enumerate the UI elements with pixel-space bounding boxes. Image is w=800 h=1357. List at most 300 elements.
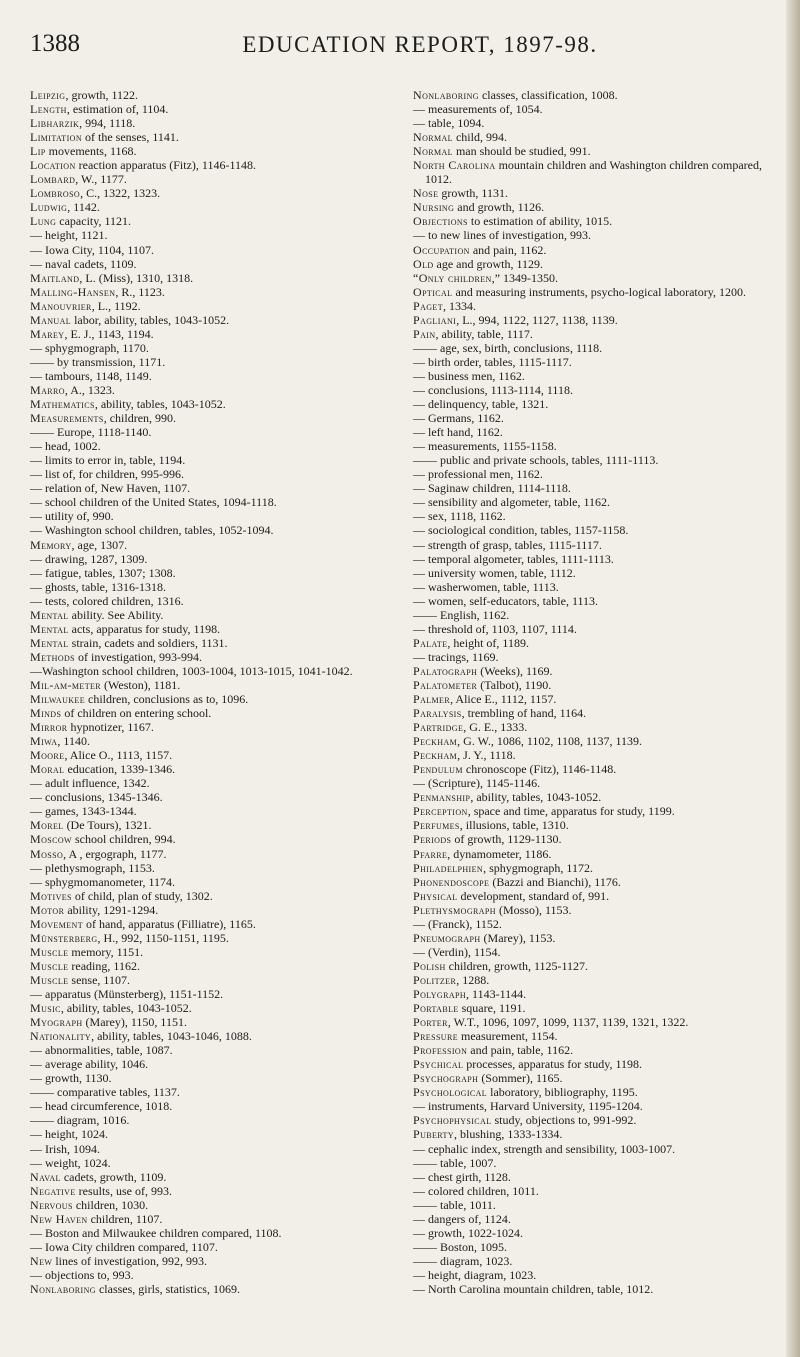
index-entry-text: — drawing, 1287, 1309. [30,551,148,566]
index-entry-text: — school children of the United States, 1094-1118. [30,495,277,510]
index-entry [413,832,778,846]
index-entry-text: — naval cadets, 1109. [30,256,137,271]
index-entry [30,341,393,355]
index-entry [30,861,393,875]
index-entry-text: lines of investigation, 992, 993. [52,1253,207,1268]
index-entry [30,1057,393,1071]
index-entry [413,1170,778,1184]
index-entry-text: , ability, tables, 1043-1052. [470,790,602,805]
index-entry [413,818,778,832]
index-entry [30,467,393,481]
index-entry [413,889,778,903]
index-entry-text: (Mosso), 1153. [495,902,572,917]
index-entry [413,903,778,917]
index-entry-text: of investigation, 993-994. [75,649,203,664]
index-entry-text: —— English, 1162. [413,607,510,622]
index-entry-text: classes, classification, 1008. [478,88,618,102]
index-entry-text: — professional men, 1162. [413,467,543,482]
index-headword: Paralysis [413,706,462,721]
index-entry [413,116,778,130]
index-entry-text: reading, 1162. [68,958,140,973]
index-entry [30,973,393,987]
index-entry-text: — plethysmograph, 1153. [30,860,155,875]
index-entry [30,1156,393,1170]
index-headword: Mental [30,635,69,650]
index-entry-text: — average ability, 1046. [30,1057,149,1072]
index-entry [413,650,778,664]
index-headword: Mental [30,607,69,622]
index-entry-text: — dangers of, 1124. [413,1211,511,1226]
index-entry [30,425,393,439]
index-entry [30,144,393,158]
index-entry [30,903,393,917]
index-entry-text: , ability, tables, 1043-1052. [60,1001,192,1016]
index-entry-text: , 1142. [67,200,100,215]
index-entry-text: , 1140. [57,734,90,749]
index-entry [413,1156,778,1170]
index-headword: Morel [30,818,64,833]
index-entry-text: , E. J., 1143, 1194. [64,326,154,341]
index-entry [30,748,393,762]
index-entry-text: , 994, 1118. [79,116,136,131]
index-entry [413,341,778,355]
index-entry [30,299,393,313]
index-entry [30,1254,393,1268]
index-entry-text: , L., 994, 1122, 1127, 1138, 1139. [456,312,618,327]
index-entry [30,453,393,467]
index-entry-text: , trembling of hand, 1164. [461,706,587,721]
index-entry [30,1282,393,1296]
index-entry-text: — delinquency, table, 1321. [413,397,549,412]
index-entry-text: growth, 1131. [438,186,508,201]
index-entry [30,1212,393,1226]
index-entry [30,608,393,622]
index-entry-text: —— by transmission, 1171. [30,354,166,369]
index-entry [30,1226,393,1240]
index-entry-text: processes, apparatus for study, 1198. [463,1057,643,1072]
index-entry-text: — Boston and Milwaukee children compared, 1108. [30,1225,282,1240]
index-entry [413,411,778,425]
index-entry [413,804,778,818]
index-headword: Malling-Hansen [30,284,116,299]
index-headword: Lung [30,214,57,229]
index-entry-text: , G. E., 1333. [463,720,528,735]
index-entry-text: , L. (Miss), 1310, 1318. [79,270,194,285]
index-entry [30,327,393,341]
index-entry [413,594,778,608]
index-headword: Mosso [30,846,64,861]
index-entry [30,1184,393,1198]
index-entry-text: — growth, 1130. [30,1071,112,1086]
index-entry [30,411,393,425]
index-entry-text: — games, 1343-1344. [30,804,137,819]
index-headword: Methods [30,649,76,664]
index-entry-text: —— diagram, 1016. [30,1113,130,1128]
index-headword: Leipzig [30,88,66,102]
index-entry-text: children, conclusions as to, 1096. [85,692,249,707]
index-entry [413,509,778,523]
index-entry-text: , age, 1307. [71,537,128,552]
index-entry-text: — list of, for children, 995-996. [30,467,184,482]
index-headword: Philadelphien [413,860,484,875]
index-headword: Partridge [413,720,464,735]
index-headword: Objections [413,214,468,229]
index-entry [30,720,393,734]
index-entry-text: capacity, 1121. [56,214,132,229]
index-headword: “Only children [413,270,492,285]
index-entry [30,439,393,453]
index-entry [30,271,393,285]
index-entry-text: — Iowa City children compared, 1107. [30,1239,218,1254]
index-headword: Minds [30,706,62,721]
index-entry [30,931,393,945]
index-entry [30,636,393,650]
index-entry [413,228,778,242]
index-headword: Movement [30,916,83,931]
index-entry-text: laboratory, bibliography, 1195. [487,1085,638,1100]
index-entry-text: , blushing, 1333-1334. [454,1127,563,1142]
index-headword: Manual [30,312,72,327]
index-entry-text: —Washington school children, 1003-1004, 1013-1015, 1041-1042. [30,663,353,678]
index-entry-text: — North Carolina mountain children, table, 1012. [413,1281,654,1296]
index-headword: Puberty [413,1127,454,1142]
index-entry-text: , C., 1322, 1323. [80,186,161,201]
index-entry-text: — washerwomen, table, 1113. [413,579,559,594]
index-headword: Nose [413,186,439,201]
index-headword: Mathematics [30,397,95,412]
index-entry-text: hypnotizer, 1167. [67,720,154,735]
index-headword: Muscle [30,972,69,987]
index-entry-text: sense, 1107. [68,972,130,987]
index-entry-text: and measuring instruments, psycho-logical laboratory, 1200. [452,284,746,299]
index-entry [413,1212,778,1226]
index-entry [413,1085,778,1099]
index-headword: Paget [413,298,444,313]
index-entry-text: and pain, table, 1162. [467,1043,574,1058]
index-entry-text: movements, 1168. [45,144,137,159]
index-headword: Nonlaboring [30,1281,96,1296]
index-headword: Maitland [30,270,80,285]
index-headword: New Haven [30,1211,88,1226]
index-entry-text: (Weston), 1181. [101,677,181,692]
index-entry-text: of child, plan of study, 1302. [71,888,213,903]
index-entry-text: , space and time, apparatus for study, 1199. [467,804,675,819]
index-entry [30,790,393,804]
index-entry [413,1029,778,1043]
index-headword: Psychophysical [413,1113,492,1128]
index-entry-text: reaction apparatus (Fitz), 1146-1148. [75,158,257,173]
index-headword: Psychograph [413,1071,479,1086]
index-entry-text: — objections to, 993. [30,1267,134,1282]
index-entry-text: and growth, 1126. [454,200,545,215]
index-entry [413,762,778,776]
index-entry-text: — (Verdin), 1154. [413,944,501,959]
index-entry [413,523,778,537]
page-header [0,30,800,60]
index-entry-text: — measurements of, 1054. [413,102,543,117]
index-entry-text: — to new lines of investigation, 993. [413,228,591,243]
index-entry [413,186,778,200]
index-entry-text: — conclusions, 1345-1346. [30,790,163,805]
index-headword: Myograph [30,1015,83,1030]
index-headword: Normal [413,144,453,159]
index-entry [30,552,393,566]
index-entry-text: (Talbot), 1190. [477,677,552,692]
index-entry [413,959,778,973]
index-headword: Physical [413,888,458,903]
index-entry-text: — weight, 1024. [30,1155,111,1170]
index-entry-text: — head, 1002. [30,439,101,454]
index-entry [413,608,778,622]
index-headword: Libharzik [30,116,80,131]
index-entry-text: — temporal algometer, tables, 1111-1113. [413,551,614,566]
index-headword: Muscle [30,944,69,959]
index-entry-text: (De Tours), 1321. [63,818,152,833]
index-headword: Pendulum [413,762,463,777]
index-entry-text: — measurements, 1155-1158. [413,439,557,454]
index-entry [413,861,778,875]
index-entry [30,481,393,495]
index-entry [30,1198,393,1212]
index-entry [413,1099,778,1113]
index-entry [413,200,778,214]
index-entry [30,243,393,257]
index-entry-text: , ability, table, 1117. [435,326,533,341]
index-entry [30,818,393,832]
index-entry [413,734,778,748]
index-entry [413,1057,778,1071]
index-entry [413,706,778,720]
index-entry [30,1127,393,1141]
index-entry-text: , 1288. [456,972,490,987]
index-entry [30,214,393,228]
index-entry-text: — tambours, 1148, 1149. [30,368,152,383]
index-column-right [413,88,778,1296]
index-entry [413,1226,778,1240]
index-entry-text: , Alice E., 1112, 1157. [450,692,557,707]
index-entry-text: —— table, 1011. [413,1197,496,1212]
index-entry [30,580,393,594]
index-entry [413,439,778,453]
index-entry [30,1099,393,1113]
index-headword: Nursing [413,200,455,215]
index-entry [30,1113,393,1127]
index-entry [30,1029,393,1043]
index-headword: Pressure [413,1029,458,1044]
index-entry [30,1085,393,1099]
index-entry [30,706,393,720]
index-column-left [30,88,393,1296]
index-headword: Psychical [413,1057,464,1072]
index-headword: Psychological [413,1085,488,1100]
index-entry-text: child, 994. [452,130,507,145]
index-entry [30,566,393,580]
index-headword: Münsterberg [30,930,98,945]
index-entry [413,130,778,144]
index-entry-text: , G. W., 1086, 1102, 1108, 1137, 1139. [457,734,643,749]
index-headword: Ludwig [30,200,68,215]
index-entry-text: of growth, 1129-1130. [451,832,562,847]
index-entry [30,594,393,608]
index-entry-text: — threshold of, 1103, 1107, 1114. [413,621,577,636]
index-headword: Palatometer [413,677,478,692]
index-entry-text: man should be studied, 991. [452,144,591,159]
index-entry [30,945,393,959]
index-entry [413,1127,778,1141]
index-headword: Pneumograph [413,930,481,945]
index-headword: Palmer [413,692,451,707]
index-entry-text: , A , ergograph, 1177. [63,846,167,861]
index-entry [413,144,778,158]
index-entry-text: — colored children, 1011. [413,1183,539,1198]
index-entry-text: — relation of, New Haven, 1107. [30,481,191,496]
index-entry [413,622,778,636]
index-entry [413,1282,778,1296]
index-entry [30,538,393,552]
index-entry-text: , L., 1192. [91,298,141,313]
index-entry-text: , ability, tables, 1043-1046, 1088. [91,1029,252,1044]
index-entry [413,636,778,650]
index-entry [413,566,778,580]
index-headword: Location [30,158,76,173]
index-entry-text: — head circumference, 1018. [30,1099,173,1114]
index-entry [30,523,393,537]
index-entry-text: —— Boston, 1095. [413,1239,508,1254]
index-entry-text: — adult influence, 1342. [30,776,150,791]
index-entry [30,102,393,116]
index-entry [30,186,393,200]
index-entry [413,1184,778,1198]
index-entry-text: chronoscope (Fitz), 1146-1148. [462,762,617,777]
index-headword: Nonlaboring [413,88,479,102]
index-entry [413,481,778,495]
index-headword: Marro [30,382,65,397]
index-entry [413,748,778,762]
index-entry [413,383,778,397]
index-entry-text: children, 1107. [87,1211,163,1226]
index-entry-text: , illusions, table, 1310. [459,818,569,833]
index-entry [30,1001,393,1015]
index-entry [30,804,393,818]
index-entry-text: , 1334. [443,298,477,313]
index-entry-text: education, 1339-1346. [64,762,176,777]
index-entry [30,959,393,973]
index-entry [30,734,393,748]
index-headword: Peckham [413,734,458,749]
index-entry [413,973,778,987]
index-entry [413,102,778,116]
index-entry-text: — height, diagram, 1023. [413,1267,537,1282]
index-entry-text: , ability, tables, 1043-1052. [94,397,226,412]
index-entry-text: — Irish, 1094. [30,1141,100,1156]
index-entry-text: , H., 992, 1150-1151, 1195. [97,930,229,945]
index-entry [413,1198,778,1212]
index-entry-text: — (Scripture), 1145-1146. [413,776,541,791]
index-entry-text: — fatigue, tables, 1307; 1308. [30,565,176,580]
index-entry [413,158,778,186]
index-headword: New [30,1253,53,1268]
index-headword: Manouvrier [30,298,92,313]
index-headword: Palate [413,635,448,650]
index-entry-text: , estimation of, 1104. [66,102,169,117]
index-entry [413,88,778,102]
index-entry-text: to estimation of ability, 1015. [467,214,613,229]
index-entry [413,692,778,706]
index-headword: Old [413,256,434,271]
index-entry [413,790,778,804]
index-entry [413,425,778,439]
index-entry-text: — sphygmograph, 1170. [30,340,149,355]
page-edge [786,0,800,1357]
index-entry-text: , A., 1323. [64,382,115,397]
index-entry [413,1015,778,1029]
index-entry [30,875,393,889]
index-headword: Mil-am-meter [30,677,102,692]
index-headword: Music [30,1001,61,1016]
index-entry-text: labor, ability, tables, 1043-1052. [71,312,230,327]
index-headword: Politzer [413,972,457,987]
index-entry-text: children, growth, 1125-1127. [445,958,589,973]
index-entry-text: , 1143-1144. [466,987,527,1001]
index-headword: Lombroso [30,186,81,201]
index-entry [413,1240,778,1254]
index-entry-text: — tests, colored children, 1316. [30,593,184,608]
index-entry [413,552,778,566]
index-entry [30,1071,393,1085]
index-entry-text: —— age, sex, birth, conclusions, 1118. [413,340,603,355]
index-entry [413,580,778,594]
index-headword: Marey [30,326,65,341]
index-headword: Motives [30,888,72,903]
index-entry [30,847,393,861]
index-entry-text: — tracings, 1169. [413,649,499,664]
index-entry-text: classes, girls, statistics, 1069. [95,1281,240,1296]
index-headword: Portable [413,1001,459,1016]
index-entry [413,1113,778,1127]
index-entry-text: , children, 990. [103,411,177,426]
index-entry [413,313,778,327]
index-entry-text: study, objections to, 991-992. [491,1113,637,1128]
index-entry [413,495,778,509]
index-entry [30,130,393,144]
index-entry [30,1142,393,1156]
index-entry-text: — cephalic index, strength and sensibility, 1003-1007. [413,1141,676,1156]
index-entry-text: — Iowa City, 1104, 1107. [30,242,154,257]
index-entry-text: — strength of grasp, tables, 1115-1117. [413,537,602,552]
index-entry-text: — university women, table, 1112. [413,565,576,580]
index-entry-text: — birth order, tables, 1115-1117. [413,354,572,369]
index-entry [413,1001,778,1015]
index-headword: Memory [30,537,72,552]
index-headword: Limitation [30,130,83,145]
index-entry-text: (Marey), 1153. [480,930,556,945]
index-entry [413,453,778,467]
index-entry [413,1254,778,1268]
index-entry [30,313,393,327]
page-number: 1388 [30,30,80,57]
index-entry [30,383,393,397]
index-entry-text: school children, 994. [71,832,176,847]
index-entry [413,847,778,861]
index-entry [413,664,778,678]
index-entry-text: — sex, 1118, 1162. [413,509,506,524]
index-headword: Lombard [30,172,76,187]
index-entry [413,271,778,285]
index-entry-text: of the senses, 1141. [82,130,179,145]
index-entry [413,987,778,1001]
index-headword: Motor [30,902,65,917]
index-entry [30,917,393,931]
